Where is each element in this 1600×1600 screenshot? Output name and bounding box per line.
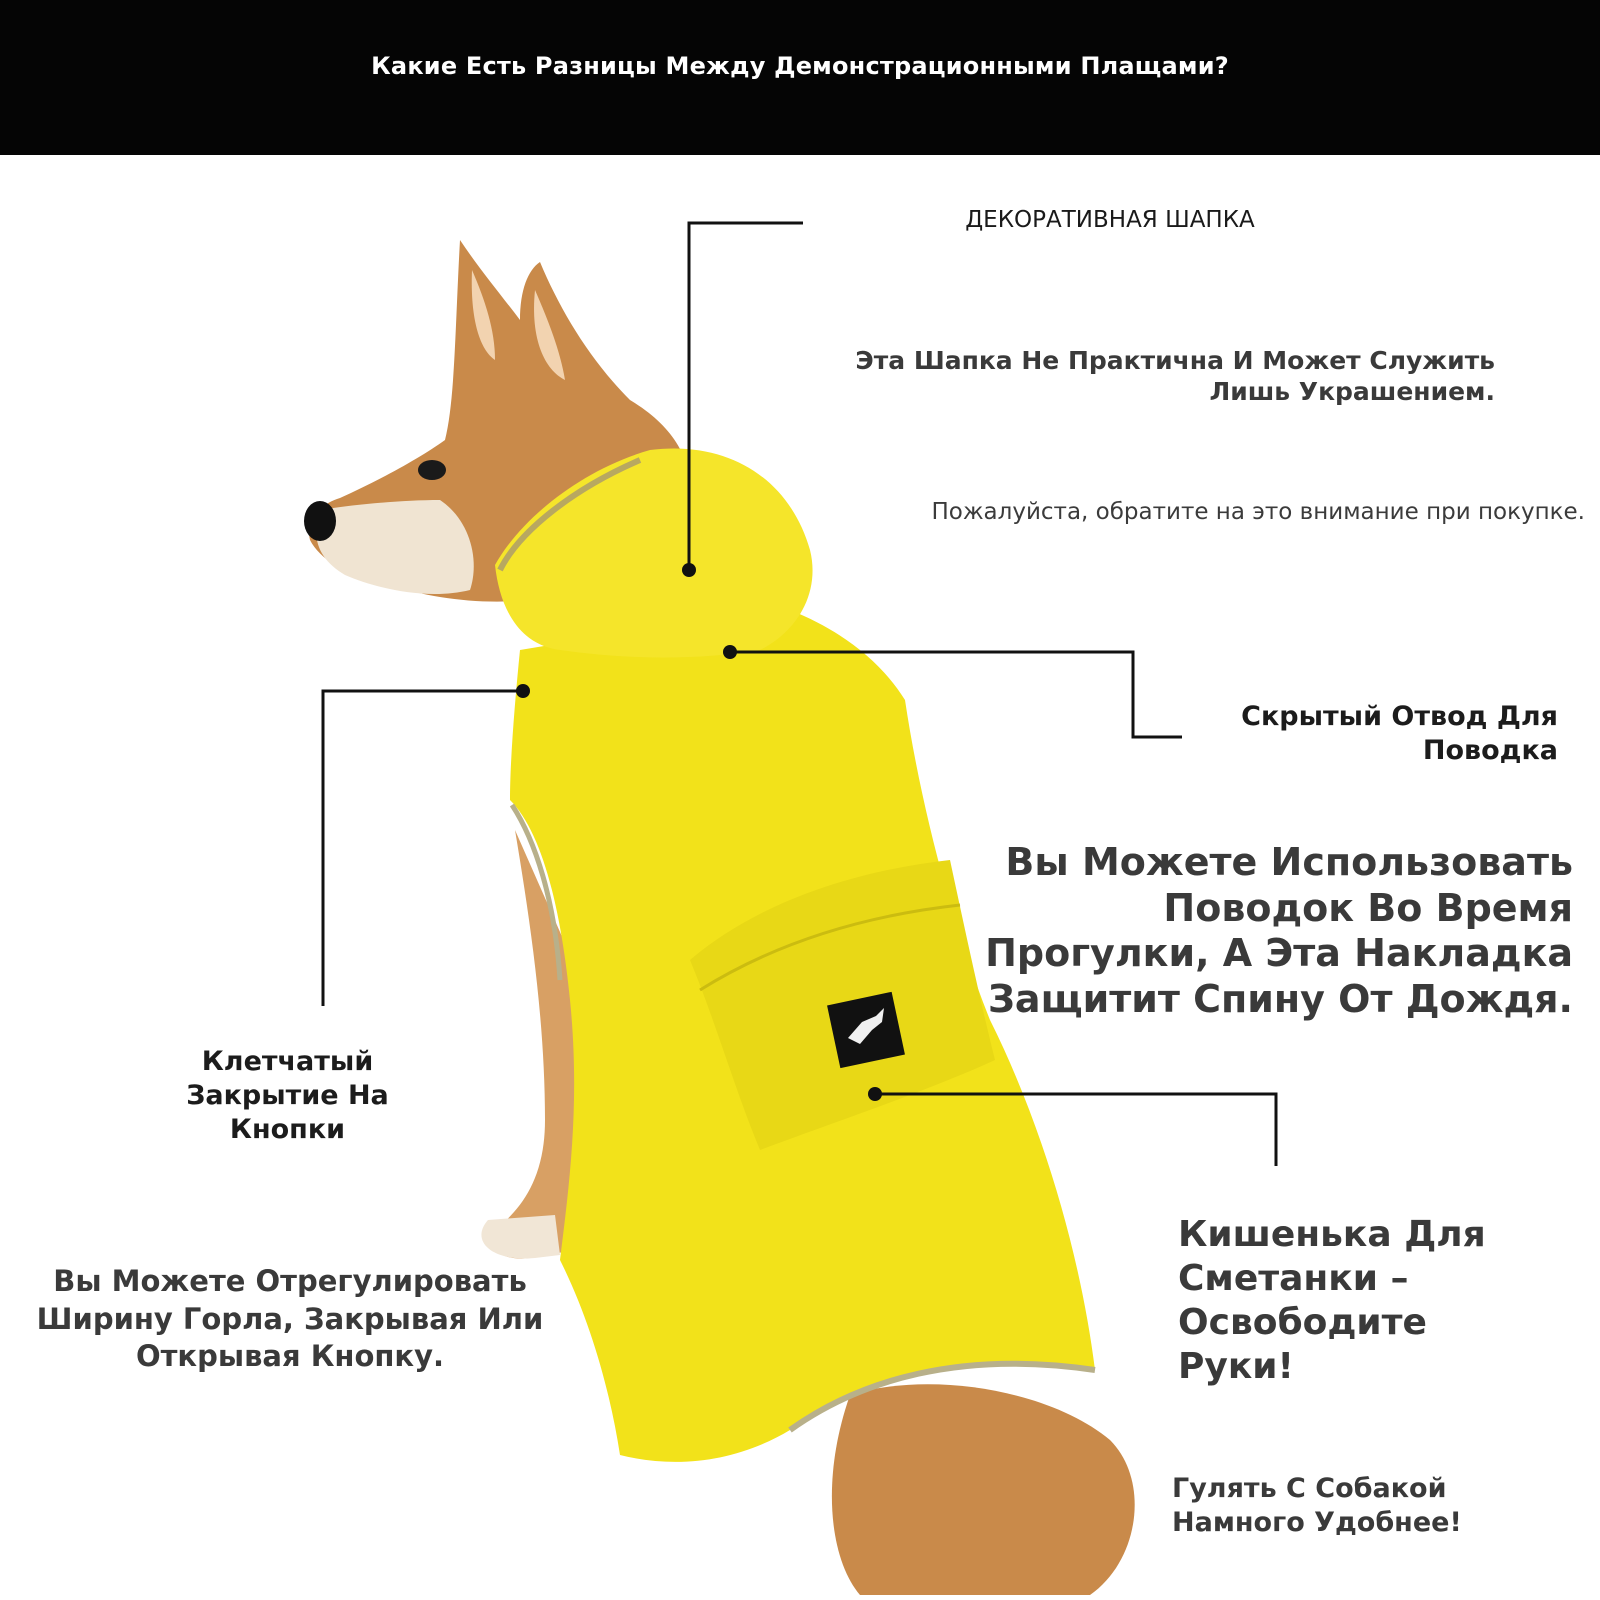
dog-paw [481,1215,560,1258]
running-dog-logo-icon [827,992,905,1068]
hood-note: Эта Шапка Не Практична И Может Служить Лишь Украшением. [855,346,1495,407]
button-closure-title: Клетчатый Закрытие На Кнопки [186,1046,389,1145]
buttons-callout-dot [516,684,530,698]
hood-callout-dot [682,563,696,577]
dog-eye [418,460,446,480]
dog-muzzle [316,500,474,594]
leash-callout-dot [723,645,737,659]
header-bar [0,0,1600,155]
leash-opening-description: Вы Можете Использовать Поводок Во Время Прогулки, А Эта Накладка Защитит Спину От Дождя. [985,840,1573,1021]
purchase-note: Пожалуйста, обратите на это внимание при покупке. [931,499,1585,525]
hood-title: ДЕКОРАТИВНАЯ ШАПКА [965,207,1255,233]
buttons-callout-line [323,691,523,1006]
dog-nose [304,501,336,541]
page-title: Какие Есть Разницы Между Демонстрационными Плащами? [371,52,1229,80]
pocket-title: Кишенька Для Сметанки – Освободите Руки! [1178,1214,1486,1387]
dog-tail [832,1384,1135,1595]
leash-opening-title: Скрытый Отвод Для Поводка [1241,701,1558,766]
neck-width-description: Вы Можете Отрегулировать Ширину Горла, Закрывая Или Открывая Кнопку. [36,1264,544,1374]
pocket-callout-dot [868,1087,882,1101]
walk-note: Гулять С Собакой Намного Удобнее! [1172,1473,1462,1538]
